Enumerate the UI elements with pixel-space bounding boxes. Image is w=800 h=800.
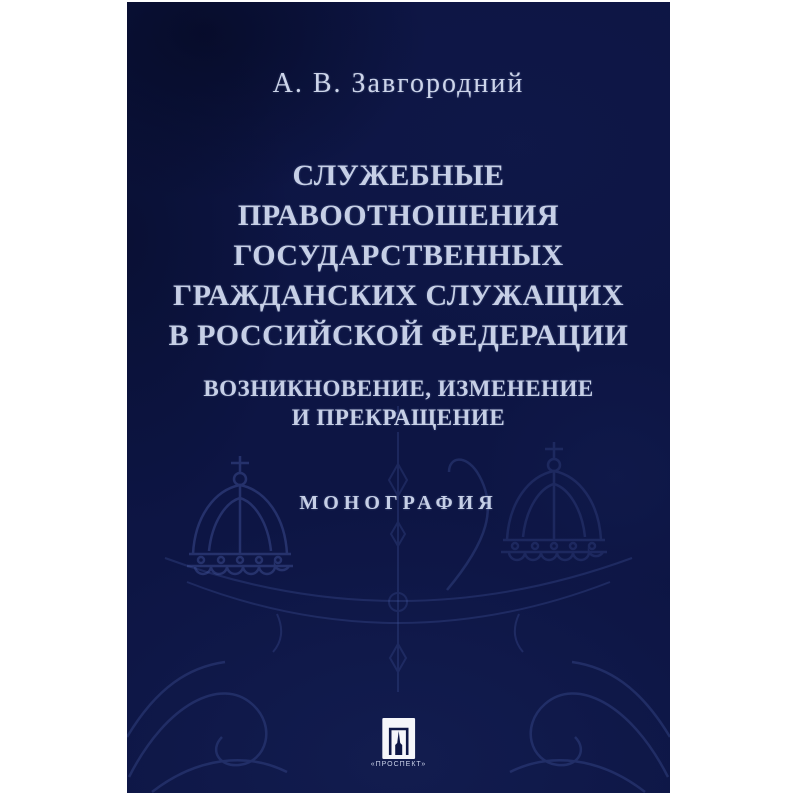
monograph-label: МОНОГРАФИЯ	[299, 492, 498, 514]
title-line: СЛУЖЕБНЫЕ	[292, 159, 505, 192]
book-cover	[127, 2, 670, 793]
title-line: ГОСУДАРСТВЕННЫХ	[233, 239, 564, 272]
publisher-logo	[371, 718, 427, 768]
swirl-ornament-bottom-left	[127, 662, 287, 792]
title-line: ПРАВООТНОШЕНИЯ	[237, 199, 560, 232]
subtitle-line: ВОЗНИКНОВЕНИЕ, ИЗМЕНЕНИЕ	[203, 376, 594, 401]
title-line: ГРАЖДАНСКИХ СЛУЖАЩИХ	[172, 279, 625, 312]
book-subtitle	[127, 374, 670, 432]
publisher-logo-icon	[382, 718, 415, 759]
garland-ornament	[165, 558, 632, 652]
scepter-ornament-icon	[389, 406, 407, 692]
title-line: В РОССИЙСКОЙ ФЕДЕРАЦИИ	[168, 319, 629, 352]
author-name: А. В. Завгородний	[272, 68, 525, 99]
book-title	[127, 156, 670, 356]
subtitle-line: И ПРЕКРАЩЕНИЕ	[291, 405, 506, 430]
crown-icon-left	[187, 456, 293, 574]
publisher-name: «ПРОСПЕКТ»	[370, 761, 427, 768]
